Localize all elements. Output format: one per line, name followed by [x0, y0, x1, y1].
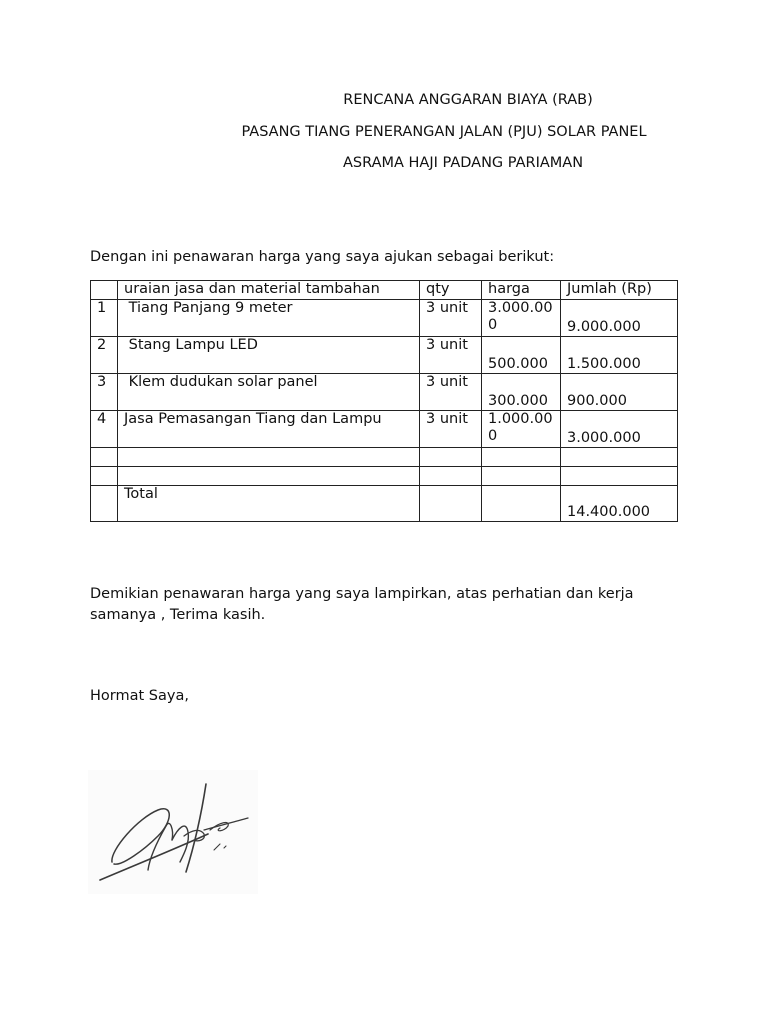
cost-table	[90, 280, 678, 522]
header-amount: Jumlah (Rp)	[561, 281, 678, 300]
empty-cell	[482, 448, 561, 467]
table-row	[91, 411, 678, 448]
row-qty: 3 unit	[420, 411, 482, 448]
row-item: Jasa Pemasangan Tiang dan Lampu	[118, 411, 420, 448]
empty-cell	[561, 467, 678, 486]
row-qty: 3 unit	[420, 300, 482, 337]
row-price: 1.000.000	[482, 411, 561, 448]
row-price: 300.000	[482, 374, 561, 411]
row-number: 4	[91, 411, 118, 448]
empty-cell	[118, 467, 420, 486]
row-price: 3.000.000	[482, 300, 561, 337]
table-row-empty	[91, 448, 678, 467]
row-total: 9.000.000	[561, 300, 678, 337]
empty-cell	[420, 467, 482, 486]
closing-text: Demikian penawaran harga yang saya lampirkan, atas perhatian dan kerja samanya , Terima kasih.	[90, 586, 634, 623]
row-number: 2	[91, 337, 118, 374]
row-qty: 3 unit	[420, 337, 482, 374]
empty-cell	[91, 448, 118, 467]
row-item: Tiang Panjang 9 meter	[118, 300, 420, 337]
empty-cell	[482, 486, 561, 522]
regards-text: Hormat Saya,	[90, 688, 189, 704]
row-total: 900.000	[561, 374, 678, 411]
row-total: 1.500.000	[561, 337, 678, 374]
header-price: harga	[482, 281, 561, 300]
row-price: 500.000	[482, 337, 561, 374]
intro-text: Dengan ini penawaran harga yang saya ajukan sebagai berikut:	[90, 249, 555, 265]
header-qty: qty	[420, 281, 482, 300]
row-total: 3.000.000	[561, 411, 678, 448]
document-subtitle: PASANG TIANG PENERANGAN JALAN (PJU) SOLAR PANEL	[241, 124, 647, 140]
table-header-row	[91, 281, 678, 300]
table-row	[91, 300, 678, 337]
header-no	[91, 281, 118, 300]
total-value: 14.400.000	[561, 486, 678, 522]
empty-cell	[561, 448, 678, 467]
empty-cell	[420, 486, 482, 522]
row-item: Klem dudukan solar panel	[118, 374, 420, 411]
signature-image	[88, 770, 258, 894]
total-label: Total	[118, 486, 420, 522]
row-number: 1	[91, 300, 118, 337]
table-row-empty	[91, 467, 678, 486]
table-row	[91, 374, 678, 411]
empty-cell	[482, 467, 561, 486]
header-description: uraian jasa dan material tambahan	[118, 281, 420, 300]
table-total-row	[91, 486, 678, 522]
empty-cell	[91, 486, 118, 522]
table-row	[91, 337, 678, 374]
empty-cell	[420, 448, 482, 467]
row-item: Stang Lampu LED	[118, 337, 420, 374]
document-title: RENCANA ANGGARAN BIAYA (RAB)	[343, 92, 593, 108]
empty-cell	[118, 448, 420, 467]
row-qty: 3 unit	[420, 374, 482, 411]
empty-cell	[91, 467, 118, 486]
row-number: 3	[91, 374, 118, 411]
document-location: ASRAMA HAJI PADANG PARIAMAN	[342, 155, 584, 171]
